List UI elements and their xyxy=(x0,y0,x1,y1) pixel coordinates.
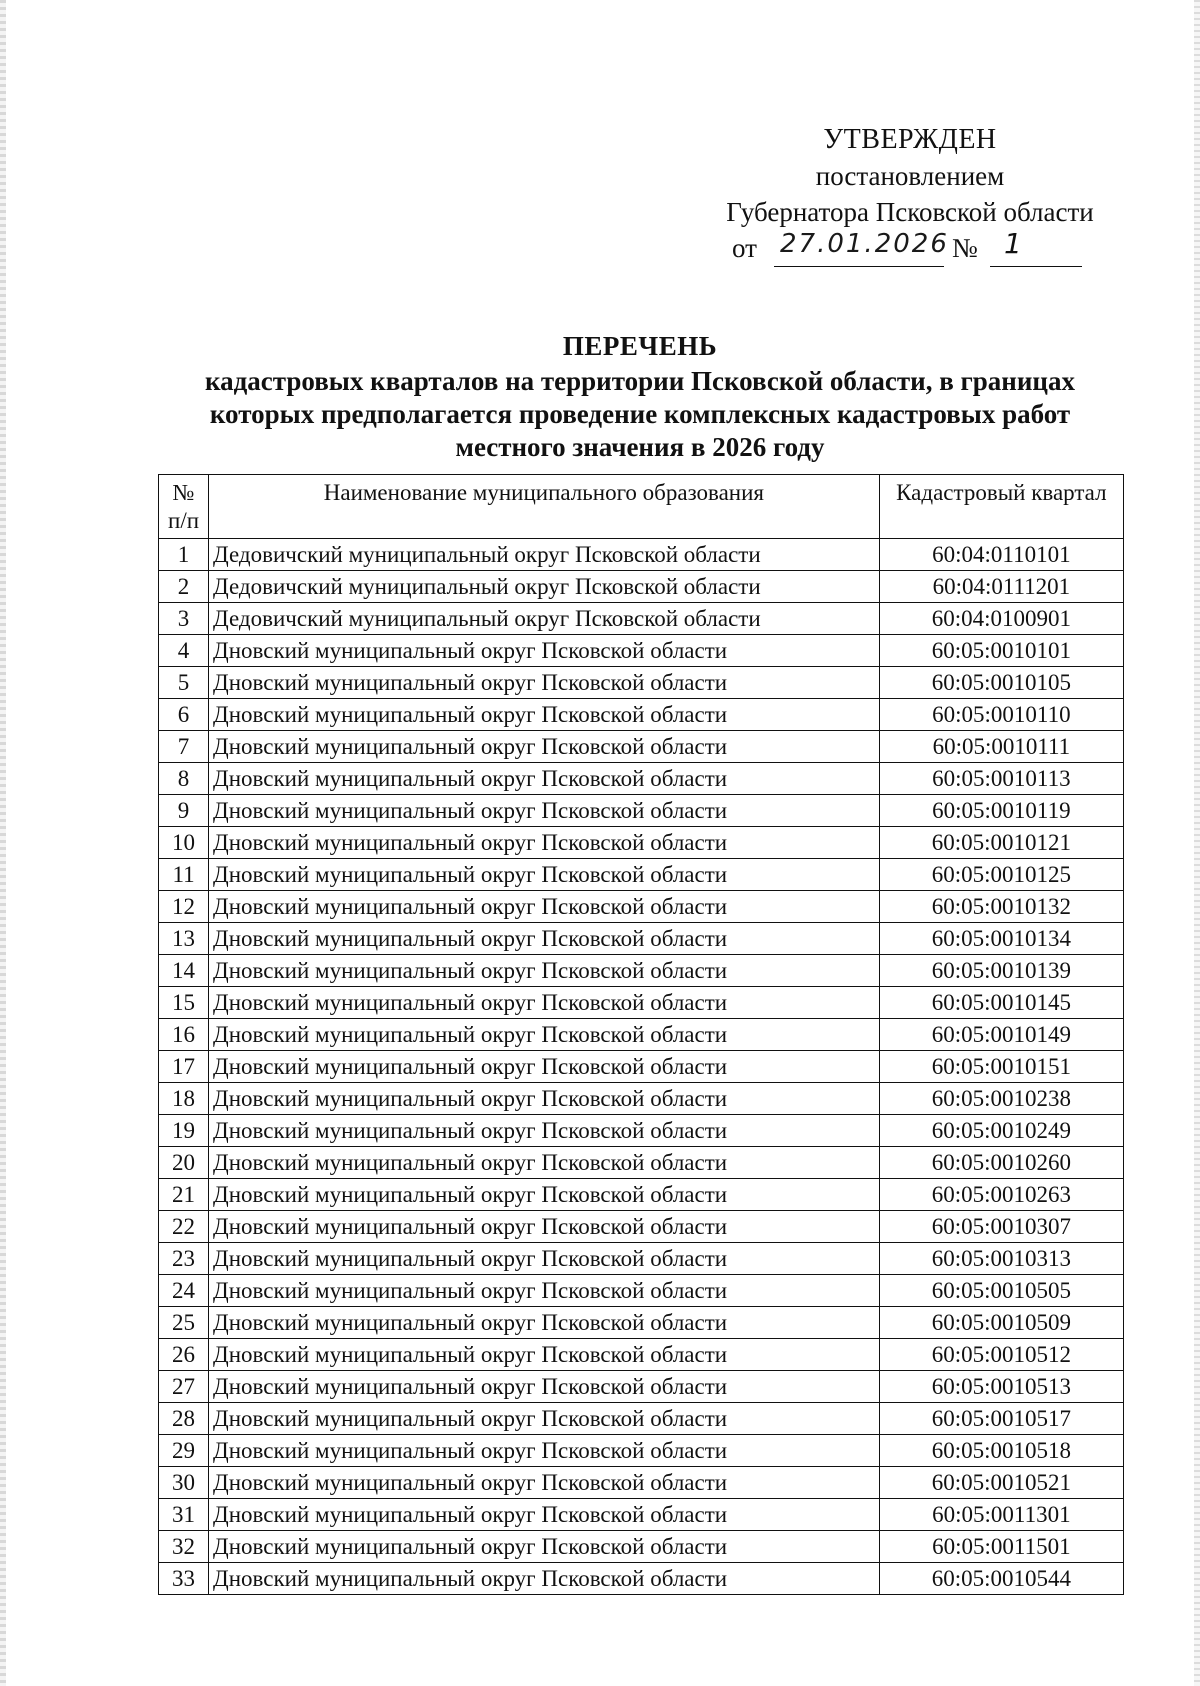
row-number: 24 xyxy=(159,1275,209,1307)
row-municipality: Дновский муниципальный округ Псковской области xyxy=(209,1179,880,1211)
row-municipality: Дновский муниципальный округ Псковской области xyxy=(209,987,880,1019)
document-title: ПЕРЕЧЕНЬ xyxy=(562,331,718,361)
row-municipality: Дновский муниципальный округ Псковской области xyxy=(209,1147,880,1179)
row-cadastral-quarter: 60:04:0111201 xyxy=(879,571,1123,603)
table-row xyxy=(159,859,1124,891)
row-number: 19 xyxy=(159,1115,209,1147)
row-number: 23 xyxy=(159,1243,209,1275)
table-row xyxy=(159,1115,1124,1147)
table-row xyxy=(159,1147,1124,1179)
table-row xyxy=(159,1051,1124,1083)
row-cadastral-quarter: 60:05:0010119 xyxy=(879,795,1123,827)
row-cadastral-quarter: 60:05:0010121 xyxy=(879,827,1123,859)
table-row xyxy=(159,539,1124,571)
table-row xyxy=(159,795,1124,827)
row-cadastral-quarter: 60:05:0010249 xyxy=(879,1115,1123,1147)
row-municipality: Дновский муниципальный округ Псковской области xyxy=(209,1563,880,1595)
row-cadastral-quarter: 60:05:0010101 xyxy=(879,635,1123,667)
table-row xyxy=(159,667,1124,699)
row-number: 33 xyxy=(159,1563,209,1595)
row-number: 17 xyxy=(159,1051,209,1083)
row-cadastral-quarter: 60:05:0010307 xyxy=(879,1211,1123,1243)
table-header-row xyxy=(159,475,1124,539)
row-cadastral-quarter: 60:05:0010151 xyxy=(879,1051,1123,1083)
row-cadastral-quarter: 60:05:0010509 xyxy=(879,1307,1123,1339)
table-body xyxy=(159,539,1124,1595)
table-row xyxy=(159,1211,1124,1243)
row-cadastral-quarter: 60:05:0010521 xyxy=(879,1467,1123,1499)
row-municipality: Дновский муниципальный округ Псковской области xyxy=(209,1339,880,1371)
approval-line-1: постановлением xyxy=(815,161,1005,191)
row-municipality: Дновский муниципальный округ Псковской области xyxy=(209,1243,880,1275)
row-municipality: Дновский муниципальный округ Псковской области xyxy=(209,731,880,763)
table-row xyxy=(159,1179,1124,1211)
handwritten-number: 1 xyxy=(1004,227,1022,260)
row-cadastral-quarter: 60:05:0010544 xyxy=(879,1563,1123,1595)
cadastral-table xyxy=(158,474,1124,1595)
row-municipality: Дновский муниципальный округ Псковской области xyxy=(209,1435,880,1467)
row-cadastral-quarter: 60:05:0010505 xyxy=(879,1275,1123,1307)
row-number: 2 xyxy=(159,571,209,603)
row-number: 11 xyxy=(159,859,209,891)
table-row xyxy=(159,1275,1124,1307)
row-cadastral-quarter: 60:05:0010238 xyxy=(879,1083,1123,1115)
row-cadastral-quarter: 60:05:0010139 xyxy=(879,955,1123,987)
row-municipality: Дновский муниципальный округ Псковской области xyxy=(209,667,880,699)
row-municipality: Дновский муниципальный округ Псковской области xyxy=(209,1499,880,1531)
row-number: 21 xyxy=(159,1179,209,1211)
scan-edge-right xyxy=(1194,0,1200,1686)
table-row xyxy=(159,1403,1124,1435)
row-municipality: Дедовичский муниципальный округ Псковской области xyxy=(209,539,880,571)
table-row xyxy=(159,635,1124,667)
row-number: 3 xyxy=(159,603,209,635)
row-cadastral-quarter: 60:05:0010518 xyxy=(879,1435,1123,1467)
row-number: 8 xyxy=(159,763,209,795)
row-cadastral-quarter: 60:05:0010145 xyxy=(879,987,1123,1019)
document-heading xyxy=(150,330,1130,464)
row-cadastral-quarter: 60:05:0010125 xyxy=(879,859,1123,891)
row-municipality: Дновский муниципальный округ Псковской области xyxy=(209,699,880,731)
row-cadastral-quarter: 60:05:0010110 xyxy=(879,699,1123,731)
row-municipality: Дновский муниципальный округ Псковской области xyxy=(209,923,880,955)
row-number: 6 xyxy=(159,699,209,731)
table-row xyxy=(159,1499,1124,1531)
row-number: 4 xyxy=(159,635,209,667)
row-number: 16 xyxy=(159,1019,209,1051)
row-municipality: Дновский муниципальный округ Псковской области xyxy=(209,763,880,795)
row-number: 10 xyxy=(159,827,209,859)
row-number: 9 xyxy=(159,795,209,827)
header-cadastral-quarter: Кадастровый квартал xyxy=(879,475,1123,539)
row-cadastral-quarter: 60:05:0010134 xyxy=(879,923,1123,955)
table-row xyxy=(159,1243,1124,1275)
row-cadastral-quarter: 60:05:0010513 xyxy=(879,1371,1123,1403)
table-row xyxy=(159,603,1124,635)
row-municipality: Дновский муниципальный округ Псковской области xyxy=(209,1019,880,1051)
header-number: № п/п xyxy=(159,475,209,539)
row-cadastral-quarter: 60:05:0010113 xyxy=(879,763,1123,795)
row-municipality: Дновский муниципальный округ Псковской области xyxy=(209,955,880,987)
table-row xyxy=(159,1531,1124,1563)
row-municipality: Дновский муниципальный округ Псковской области xyxy=(209,1531,880,1563)
row-municipality: Дновский муниципальный округ Псковской области xyxy=(209,795,880,827)
row-number: 26 xyxy=(159,1339,209,1371)
heading-line-2: которых предполагается проведение комплексных кадастровых работ xyxy=(209,399,1071,429)
date-prefix: от xyxy=(732,233,757,263)
heading-line-1: кадастровых кварталов на территории Псковской области, в границах xyxy=(205,366,1075,396)
row-number: 25 xyxy=(159,1307,209,1339)
table-row xyxy=(159,1083,1124,1115)
table-row xyxy=(159,1563,1124,1595)
row-number: 1 xyxy=(159,539,209,571)
table-row xyxy=(159,1467,1124,1499)
row-cadastral-quarter: 60:05:0010260 xyxy=(879,1147,1123,1179)
row-number: 31 xyxy=(159,1499,209,1531)
row-number: 20 xyxy=(159,1147,209,1179)
table-row xyxy=(159,1019,1124,1051)
row-number: 18 xyxy=(159,1083,209,1115)
row-municipality: Дновский муниципальный округ Псковской области xyxy=(209,1371,880,1403)
row-number: 30 xyxy=(159,1467,209,1499)
date-field xyxy=(774,229,949,267)
row-number: 28 xyxy=(159,1403,209,1435)
row-municipality: Дедовичский муниципальный округ Псковской области xyxy=(209,571,880,603)
row-municipality: Дновский муниципальный округ Псковской области xyxy=(209,827,880,859)
row-number: 15 xyxy=(159,987,209,1019)
approval-block xyxy=(700,122,1120,270)
row-cadastral-quarter: 60:05:0010111 xyxy=(879,731,1123,763)
handwritten-date: 27.01.2026 xyxy=(780,229,949,259)
row-cadastral-quarter: 60:05:0010105 xyxy=(879,667,1123,699)
row-number: 22 xyxy=(159,1211,209,1243)
row-municipality: Дновский муниципальный округ Псковской области xyxy=(209,1467,880,1499)
row-municipality: Дедовичский муниципальный округ Псковской области xyxy=(209,603,880,635)
table-row xyxy=(159,571,1124,603)
scan-edge-left xyxy=(0,0,6,1686)
table-row xyxy=(159,731,1124,763)
approval-stamp: УТВЕРЖДЕН xyxy=(823,124,997,155)
table-row xyxy=(159,1339,1124,1371)
row-cadastral-quarter: 60:05:0010313 xyxy=(879,1243,1123,1275)
row-cadastral-quarter: 60:04:0100901 xyxy=(879,603,1123,635)
table-row xyxy=(159,987,1124,1019)
row-municipality: Дновский муниципальный округ Псковской области xyxy=(209,635,880,667)
row-municipality: Дновский муниципальный округ Псковской области xyxy=(209,1211,880,1243)
row-municipality: Дновский муниципальный округ Псковской области xyxy=(209,1115,880,1147)
row-cadastral-quarter: 60:05:0010517 xyxy=(879,1403,1123,1435)
row-cadastral-quarter: 60:05:0010512 xyxy=(879,1339,1123,1371)
approval-date-line xyxy=(700,227,1120,270)
table-row xyxy=(159,1307,1124,1339)
row-number: 14 xyxy=(159,955,209,987)
row-cadastral-quarter: 60:04:0110101 xyxy=(879,539,1123,571)
row-number: 7 xyxy=(159,731,209,763)
table-row xyxy=(159,763,1124,795)
number-label: № xyxy=(952,233,978,263)
row-municipality: Дновский муниципальный округ Псковской области xyxy=(209,891,880,923)
table-row xyxy=(159,923,1124,955)
row-number: 13 xyxy=(159,923,209,955)
table-row xyxy=(159,1371,1124,1403)
row-municipality: Дновский муниципальный округ Псковской области xyxy=(209,1307,880,1339)
row-municipality: Дновский муниципальный округ Псковской области xyxy=(209,859,880,891)
header-municipality: Наименование муниципального образования xyxy=(209,475,880,539)
row-number: 32 xyxy=(159,1531,209,1563)
table-row xyxy=(159,827,1124,859)
row-cadastral-quarter: 60:05:0010149 xyxy=(879,1019,1123,1051)
row-cadastral-quarter: 60:05:0010132 xyxy=(879,891,1123,923)
row-number: 5 xyxy=(159,667,209,699)
table-row xyxy=(159,955,1124,987)
row-cadastral-quarter: 60:05:0010263 xyxy=(879,1179,1123,1211)
row-municipality: Дновский муниципальный округ Псковской области xyxy=(209,1275,880,1307)
table-row xyxy=(159,699,1124,731)
table-row xyxy=(159,891,1124,923)
table-row xyxy=(159,1435,1124,1467)
row-cadastral-quarter: 60:05:0011301 xyxy=(879,1499,1123,1531)
row-municipality: Дновский муниципальный округ Псковской области xyxy=(209,1403,880,1435)
heading-line-3: местного значения в 2026 году xyxy=(455,432,825,462)
row-number: 29 xyxy=(159,1435,209,1467)
row-municipality: Дновский муниципальный округ Псковской области xyxy=(209,1051,880,1083)
row-municipality: Дновский муниципальный округ Псковской области xyxy=(209,1083,880,1115)
number-field xyxy=(990,227,1082,267)
row-number: 27 xyxy=(159,1371,209,1403)
approval-line-2: Губернатора Псковской области xyxy=(726,197,1094,227)
row-cadastral-quarter: 60:05:0011501 xyxy=(879,1531,1123,1563)
row-number: 12 xyxy=(159,891,209,923)
